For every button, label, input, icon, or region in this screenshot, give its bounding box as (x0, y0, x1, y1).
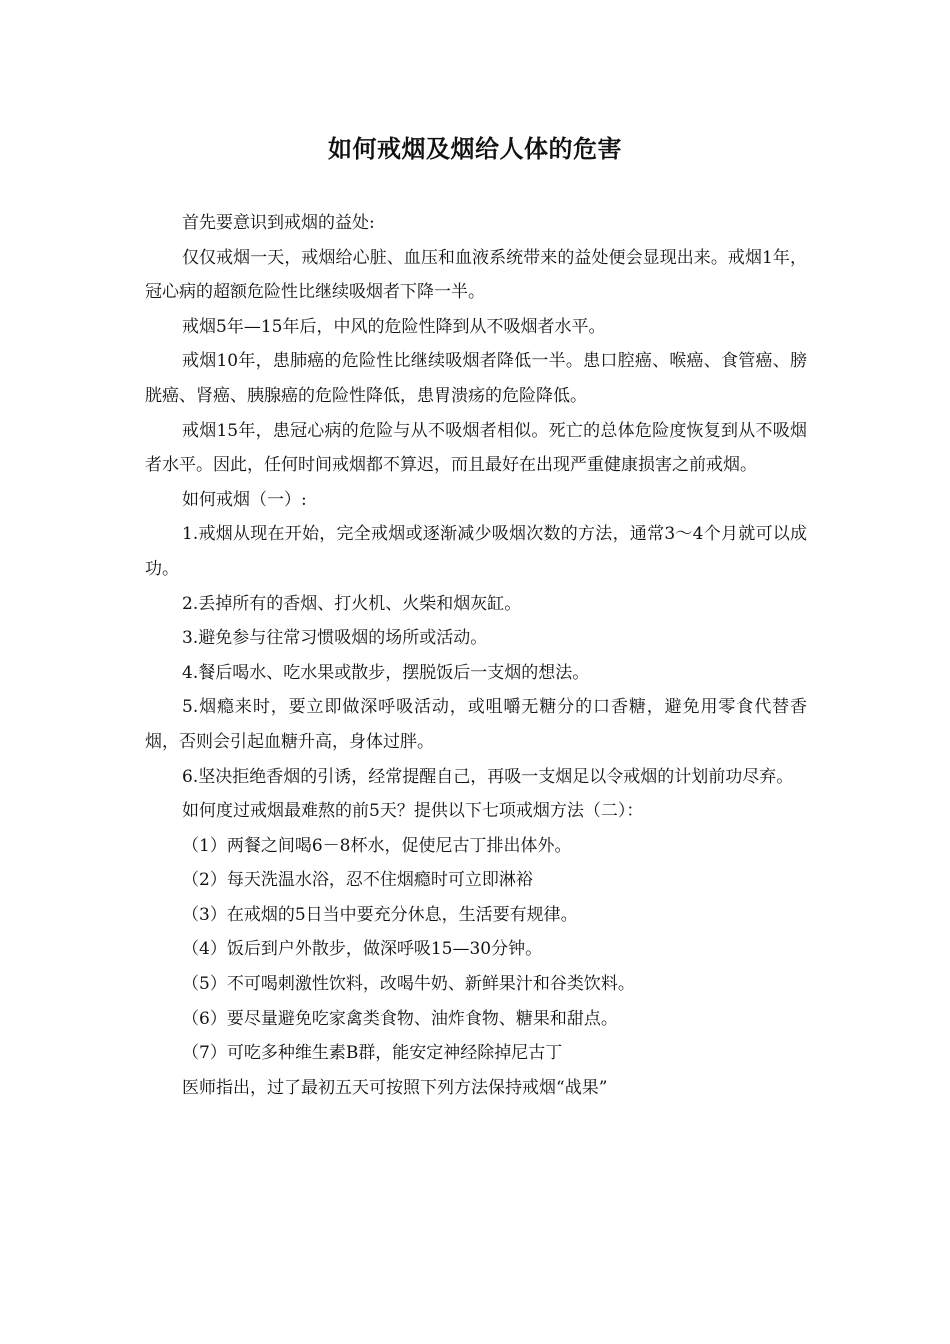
list-item: 2.丢掉所有的香烟、打火机、火柴和烟灰缸。 (182, 593, 522, 614)
list-item: （1）两餐之间喝6－8杯水，促使尼古丁排出体外。 (182, 835, 572, 856)
paragraph-ten-years: 戒烟10年，患肺癌的危险性比继续吸烟者降低一半。患口腔癌、喉癌、食管癌、膀胱癌、肾癌、胰腺癌的危险性降低，患胃溃疡的危险降低。 (145, 351, 807, 406)
paragraph-five-years: 戒烟5年—15年后，中风的危险性降到从不吸烟者水平。 (182, 316, 606, 337)
paragraph-fifteen-years: 戒烟15年，患冠心病的危险与从不吸烟者相似。死亡的总体危险度恢复到从不吸烟者水平。因此，任何时间戒烟都不算迟，而且最好在出现严重健康损害之前戒烟。 (145, 420, 807, 476)
list-item: （7）可吃多种维生素B群，能安定神经除掉尼古丁 (182, 1043, 563, 1064)
section-heading-method-one: 如何戒烟（一）: (182, 489, 307, 510)
list-item: 3.避免参与往常习惯吸烟的场所或活动。 (182, 628, 488, 649)
list-item: 4.餐后喝水、吃水果或散步，摆脱饭后一支烟的想法。 (182, 662, 590, 683)
section-heading-method-two: 如何度过戒烟最难熬的前5天？提供以下七项戒烟方法（二）： (182, 801, 644, 822)
list-item: 1.戒烟从现在开始，完全戒烟或逐渐减少吸烟次数的方法，通常3～4个月就可以成功。 (145, 524, 807, 579)
list-item: 6.坚决拒绝香烟的引诱，经常提醒自己，再吸一支烟足以令戒烟的计划前功尽弃。 (182, 766, 794, 787)
paragraph-intro: 首先要意识到戒烟的益处: (182, 213, 375, 233)
list-item: （2）每天洗温水浴，忍不住烟瘾时可立即淋裕 (182, 870, 533, 891)
list-item: 5.烟瘾来时，要立即做深呼吸活动，或咀嚼无糖分的口香糖，避免用零食代替香烟，否则会引起血糖升高，身体过胖。 (145, 697, 807, 752)
paragraph-one-day: 仅仅戒烟一天，戒烟给心脏、血压和血液系统带来的益处便会显现出来。戒烟1年，冠心病的超额危险性比继续吸烟者下降一半。 (145, 247, 807, 303)
list-item: （4）饭后到户外散步，做深呼吸15—30分钟。 (182, 939, 543, 960)
document-title: 如何戒烟及烟给人体的危害 (328, 134, 622, 163)
document-body (145, 206, 807, 1105)
list-item: （6）要尽量避免吃家禽类食物、油炸食物、糖果和甜点。 (182, 1008, 618, 1029)
list-item: （5）不可喝刺激性饮料，改喝牛奶、新鲜果汁和谷类饮料。 (182, 974, 635, 995)
paragraph-doctor-advice: 医师指出，过了最初五天可按照下列方法保持戒烟“战果” (182, 1077, 608, 1098)
list-item: （3）在戒烟的5日当中要充分休息，生活要有规律。 (182, 904, 578, 925)
